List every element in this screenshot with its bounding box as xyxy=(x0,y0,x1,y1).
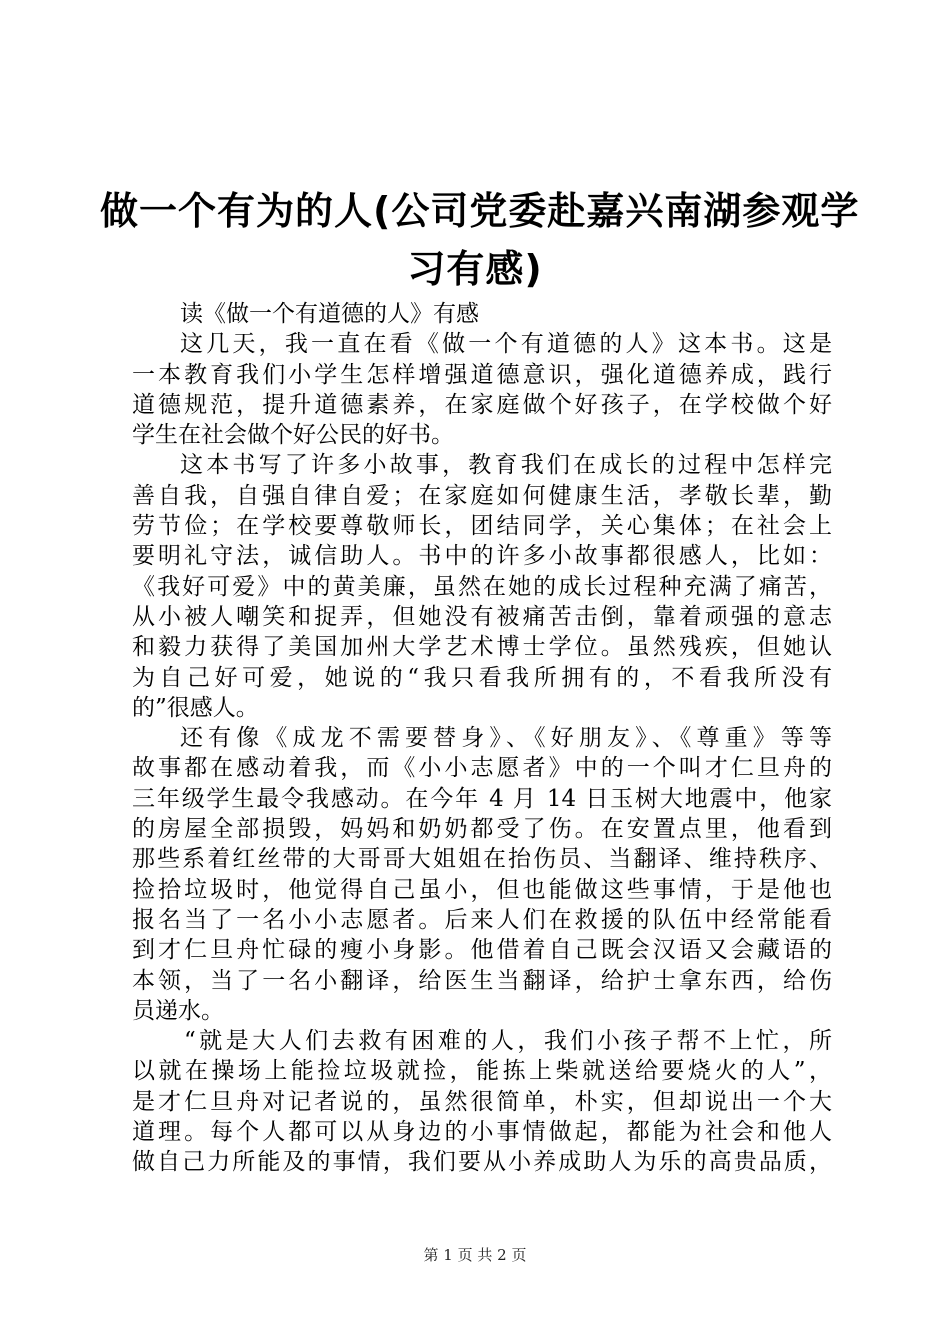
paragraph-line: 这本书写了许多小故事，教育我们在成长的过程中怎样完 xyxy=(180,452,832,479)
paragraph-line: 的房屋全部损毁，妈妈和奶奶都受了伤。在安置点里，他看到 xyxy=(132,816,832,843)
paragraph-line: 那些系着红丝带的大哥哥大姐姐在抬伤员、当翻译、维持秩序、 xyxy=(132,846,832,873)
subtitle: 读《做一个有道德的人》有感 xyxy=(180,301,479,327)
document-body xyxy=(132,299,832,1178)
paragraph-line: 道理。每个人都可以从身边的小事情做起，都能为社会和他人 xyxy=(132,1119,832,1146)
paragraph-line: 这几天，我一直在看《做一个有道德的人》这本书。这是 xyxy=(180,331,832,358)
paragraph-line: 捡拾垃圾时，他觉得自己虽小，但也能做这些事情，于是他也 xyxy=(132,876,832,903)
paragraph-line: 报名当了一名小小志愿者。后来人们在救援的队伍中经常能看 xyxy=(132,906,832,933)
paragraph-line: 劳节俭；在学校要尊敬师长，团结同学，关心集体；在社会上 xyxy=(132,513,832,540)
paragraph-line: 学生在社会做个好公民的好书。 xyxy=(132,422,454,449)
paragraph-line: 还有像《成龙不需要替身》、《好朋友》、《尊重》等等 xyxy=(180,725,832,752)
paragraph-line: 从小被人嘲笑和捉弄，但她没有被痛苦击倒，靠着顽强的意志 xyxy=(132,603,832,630)
paragraph-line: 员递水。 xyxy=(132,997,224,1024)
paragraph-line: 故事都在感动着我，而《小小志愿者》中的一个叫才仁旦舟的 xyxy=(132,755,832,782)
paragraph-line: 本领，当了一名小翻译，给医生当翻译，给护士拿东西，给伤 xyxy=(132,967,832,994)
paragraph-line: 善自我，自强自律自爱；在家庭如何健康生活，孝敬长辈，勤 xyxy=(132,482,832,509)
document-title xyxy=(100,182,860,298)
paragraph-line: 的”很感人。 xyxy=(132,694,259,721)
paragraph-line: 《我好可爱》中的黄美廉，虽然在她的成长过程种充满了痛苦， xyxy=(132,573,832,600)
paragraph-line: 一本教育我们小学生怎样增强道德意识，强化道德养成，践行 xyxy=(132,361,832,388)
paragraph-line: 三年级学生最令我感动。在今年 4 月 14 日玉树大地震中，他家 xyxy=(132,785,832,812)
page-footer: 第 1 页 共 2 页 xyxy=(423,1246,527,1264)
paragraph-line: 道德规范，提升道德素养，在家庭做个好孩子，在学校做个好 xyxy=(132,391,832,418)
paragraph-line: 到才仁旦舟忙碌的瘦小身影。他借着自己既会汉语又会藏语的 xyxy=(132,937,832,964)
paragraph-line: 为自己好可爱，她说的“我只看我所拥有的，不看我所没有 xyxy=(132,664,832,691)
paragraph-line: 以就在操场上能捡垃圾就捡，能拣上柴就送给要烧火的人”， xyxy=(132,1058,832,1085)
paragraph-line: 要明礼守法，诚信助人。书中的许多小故事都很感人，比如： xyxy=(132,543,832,570)
paragraph-line: “就是大人们去救有困难的人，我们小孩子帮不上忙，所 xyxy=(184,1028,832,1055)
paragraph-line: 做自己力所能及的事情，我们要从小养成助人为乐的高贵品质， xyxy=(132,1149,832,1176)
title-line: 习有感) xyxy=(407,247,543,291)
paragraph-line: 和毅力获得了美国加州大学艺术博士学位。虽然残疾，但她认 xyxy=(132,634,832,661)
paragraph-line: 是才仁旦舟对记者说的，虽然很简单，朴实，但却说出一个大 xyxy=(132,1088,832,1115)
title-line: 做一个有为的人(公司党委赴嘉兴南湖参观学 xyxy=(100,189,860,233)
